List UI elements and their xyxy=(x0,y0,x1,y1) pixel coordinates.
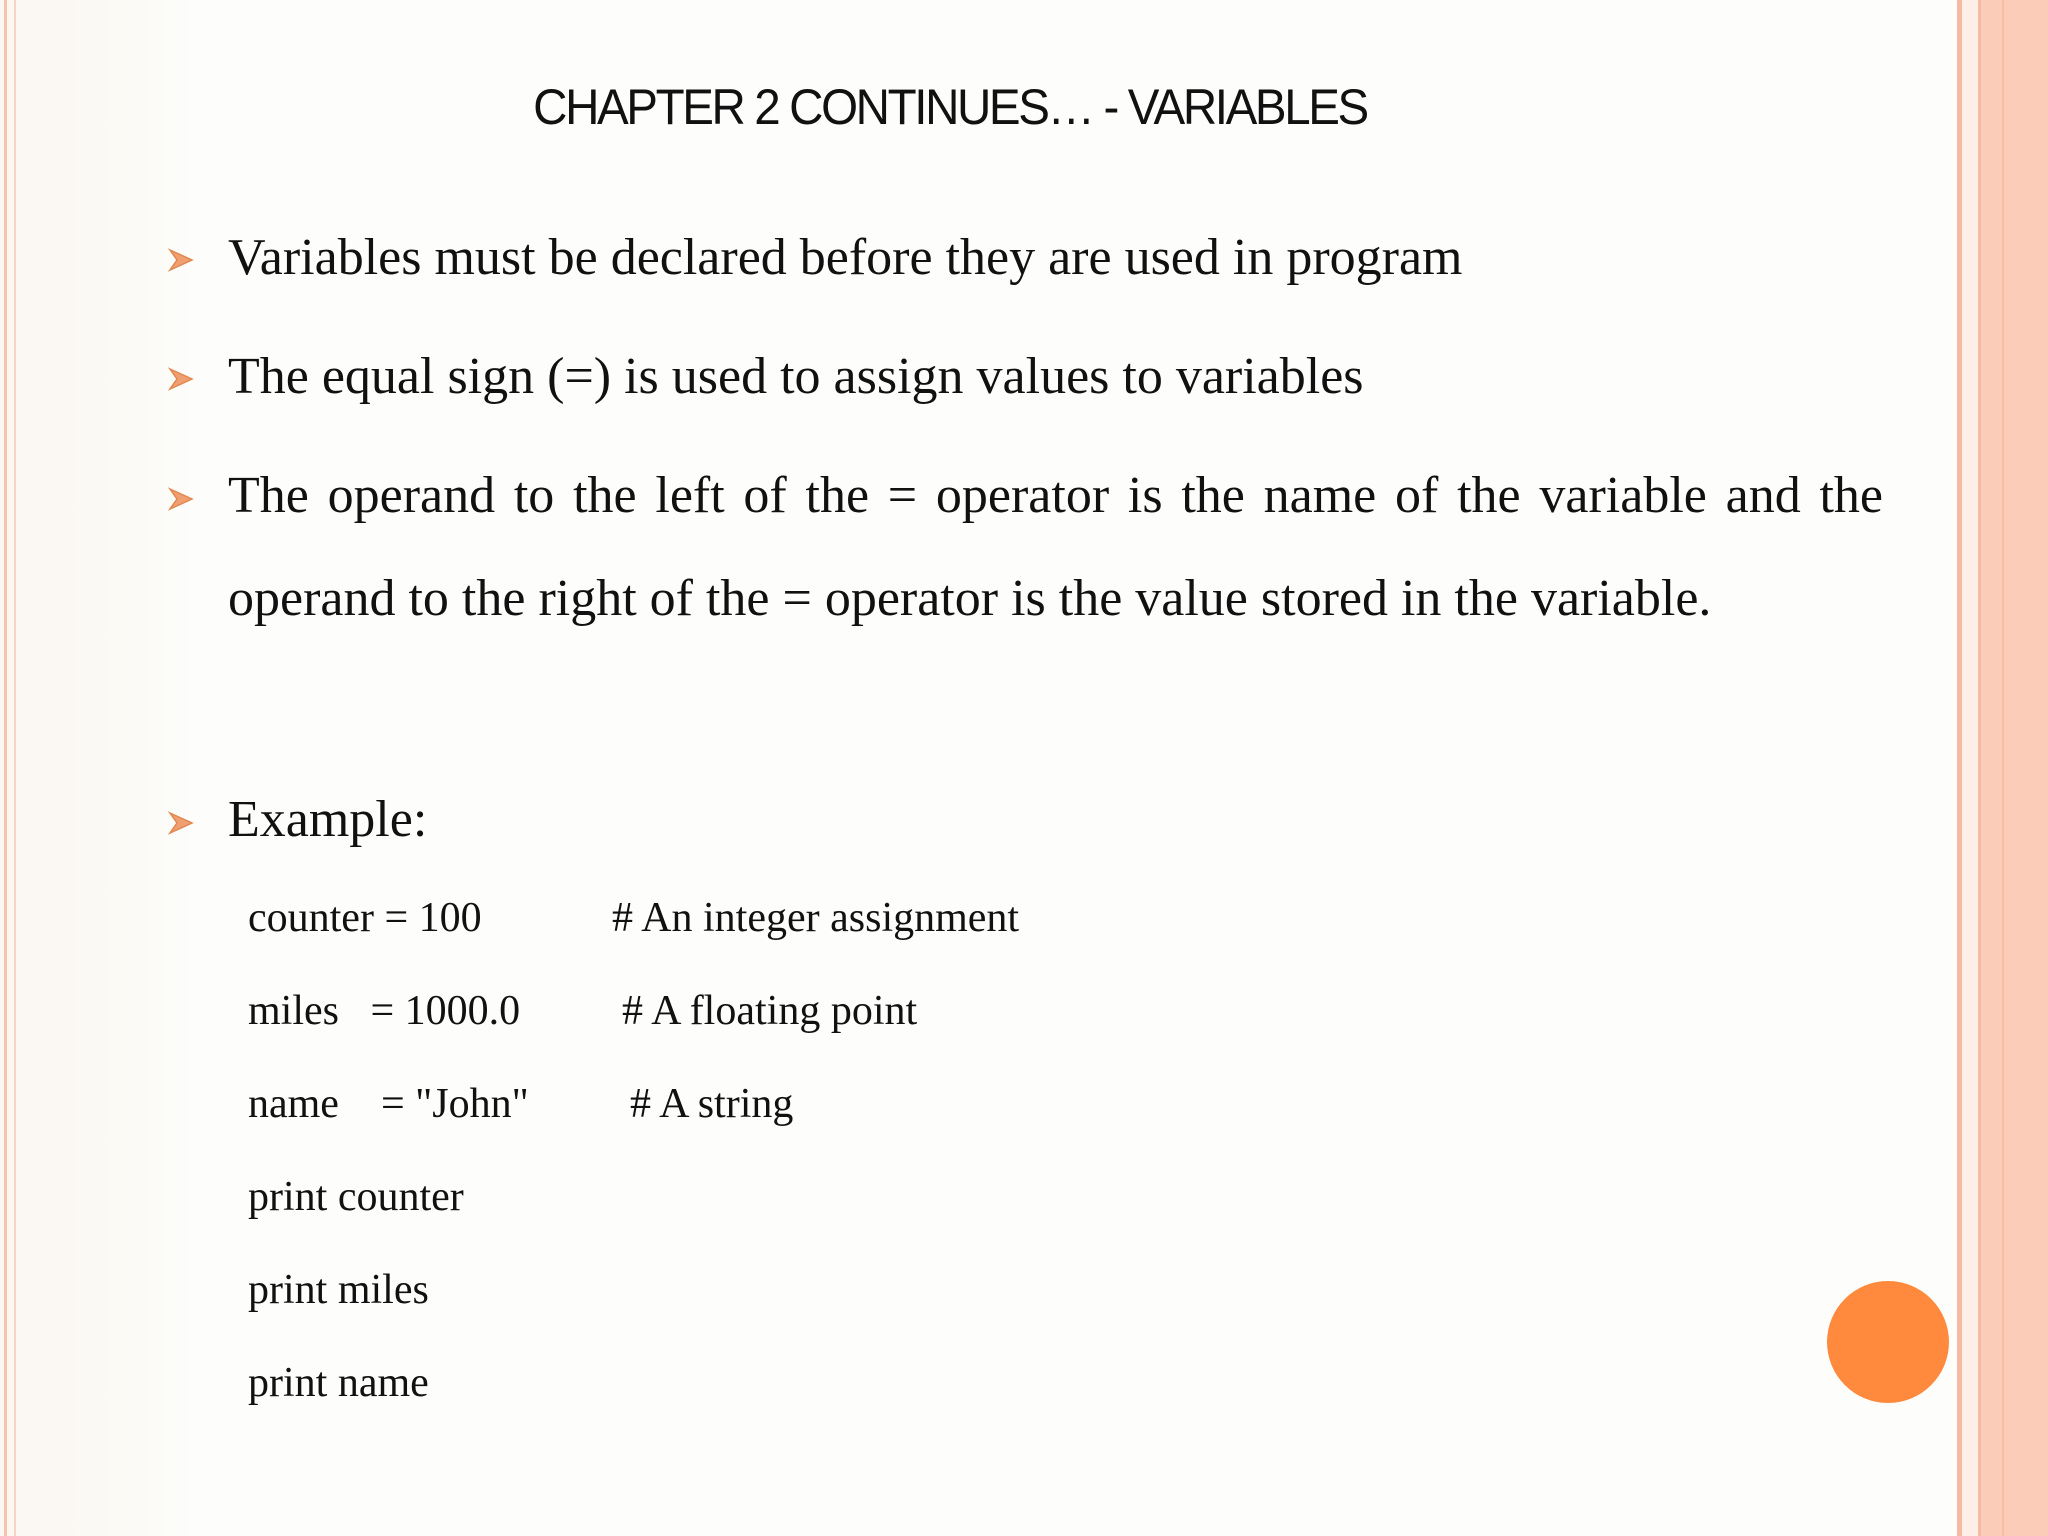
bullet-item-1: Variables must be declared before they are used in program xyxy=(228,229,1463,286)
example-code-comment: # A string xyxy=(630,1081,794,1127)
arrow-bullet-icon xyxy=(168,810,194,836)
slide-title: CHAPTER 2 CONTINUES… - VARIABLES xyxy=(533,79,1367,135)
example-code-line: print counter xyxy=(248,1174,464,1220)
bullet-item-4: Example: xyxy=(228,791,428,848)
right-border-band xyxy=(1981,0,2048,1536)
orange-circle-decoration xyxy=(1827,1281,1949,1403)
example-code-comment: # An integer assignment xyxy=(612,895,1020,941)
right-border-stripe xyxy=(2002,0,2004,1536)
left-border-line xyxy=(4,0,7,1536)
example-code-comment: # A floating point xyxy=(622,988,918,1034)
left-shade xyxy=(0,0,195,1536)
example-code-line: counter = 100 xyxy=(248,895,482,941)
example-code-line: print miles xyxy=(248,1267,429,1313)
bullet-item-2: The equal sign (=) is used to assign values to variables xyxy=(228,348,1364,405)
arrow-bullet-icon xyxy=(168,486,194,512)
example-code-line: print name xyxy=(248,1360,429,1406)
bullet-item-3: The operand to the left of the = operator is the name of the variable and the operand to the right of the = operator is the value stored in the variable. xyxy=(228,467,1883,627)
right-border-stripe xyxy=(1962,0,1978,1536)
example-code-line: name = "John" xyxy=(248,1081,529,1127)
left-border-line-inner xyxy=(14,0,16,1536)
arrow-bullet-icon xyxy=(168,247,194,273)
arrow-bullet-icon xyxy=(168,366,194,392)
example-code-line: miles = 1000.0 xyxy=(248,988,521,1034)
